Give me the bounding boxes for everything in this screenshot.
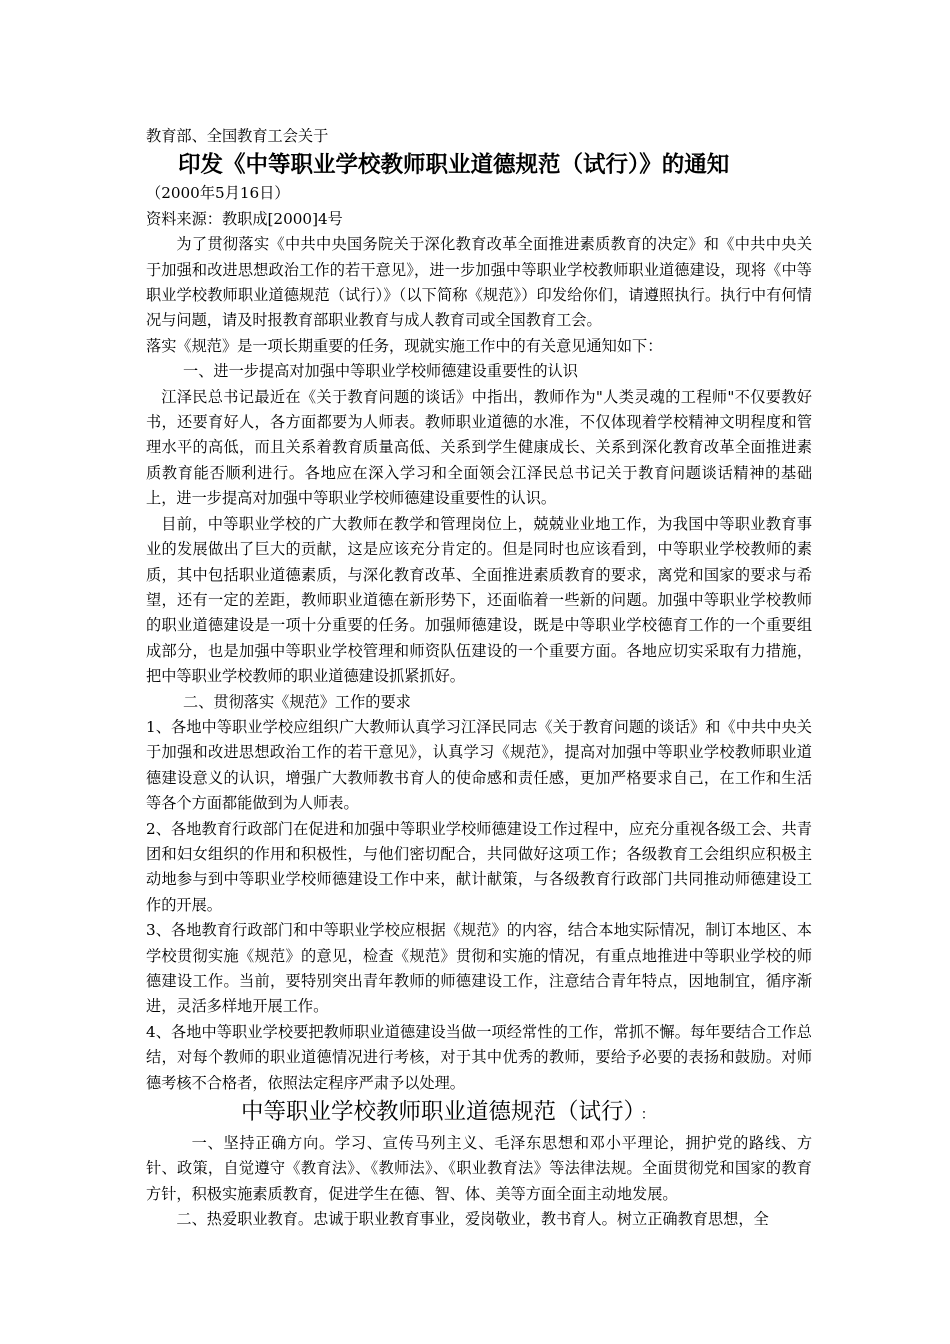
document-source: 资料来源：教职成[2000]4号	[146, 209, 343, 228]
spec-paragraph-2: 二、热爱职业教育。忠诚于职业教育事业，爱岗敬业，教书育人。树立正确教育思想，全	[176, 1210, 769, 1229]
section-1-paragraph-2: 目前，中等职业学校的广大教师在教学和管理岗位上，兢兢业业地工作，为我国中等职业教育事业的发展做出了巨大的贡献，这是应该充分肯定的。但是同时也应该看到，中等职业学校教师的素质，其中包括职业道德素质，与深化教育改革、全面推进素质教育的要求，离党和国家的要求与希望，还有一定的差距，教师职业道德在新形势下，还面临着一些新的问题。加强中等职业学校教师的职业道德建设是一项十分重要的任务。加强师德建设，既是中等职业学校德育工作的一个重要组成部分，也是加强中等职业学校管理和师资队伍建设的一个重要方面。各地应切实采取有力措施，把中等职业学校教师的职业道德建设抓紧抓好。	[146, 514, 812, 686]
spec-title-mark: ：	[640, 1107, 655, 1124]
issuer-line: 教育部、全国教育工会关于	[146, 127, 329, 145]
intro-paragraph-2: 落实《规范》是一项长期重要的任务，现就实施工作中的有关意见通知如下：	[146, 336, 663, 355]
document-page	[146, 124, 812, 1233]
requirement-item-1: 1、各地中等职业学校应组织广大教师认真学习江泽民同志《关于教育问题的谈话》和《中共中央关于加强和改进思想政治工作的若干意见》，认真学习《规范》，提高对加强中等职业学校教师职业道德建设意义的认识，增强广大教师教书育人的使命感和责任感，更加严格要求自己，在工作和生活等各个方面都能做到为人师表。	[146, 717, 812, 813]
document-date: （2000年5月16日）	[146, 184, 290, 203]
section-1-heading: 一、进一步提高对加强中等职业学校师德建设重要性的认识	[183, 362, 578, 381]
spec-paragraph-1: 一、坚持正确方向。学习、宣传马列主义、毛泽东思想和邓小平理论，拥护党的路线、方针、政策，自觉遵守《教育法》、《教师法》、《职业教育法》等法律法规。全面贯彻党和国家的教育方针，积极实施素质教育，促进学生在德、智、体、美等方面全面主动地发展。	[146, 1134, 812, 1203]
requirement-item-4: 4、各地中等职业学校要把教师职业道德建设当做一项经常性的工作，常抓不懈。每年要结合工作总结，对每个教师的职业道德情况进行考核，对于其中优秀的教师，要给予必要的表扬和鼓励。对师德考核不合格者，依照法定程序严肃予以处理。	[146, 1022, 812, 1092]
spec-title-text: 中等职业学校教师职业道德规范（试行）	[241, 1099, 635, 1126]
requirement-item-3: 3、各地教育行政部门和中等职业学校应根据《规范》的内容，结合本地实际情况，制订本地区、本学校贯彻实施《规范》的意见，检查《规范》贯彻和实施的情况，有重点地推进中等职业学校的师德建设工作。当前，要特别突出青年教师的师德建设工作，注意结合青年特点，因地制宜，循序渐进，灵活多样地开展工作。	[146, 921, 812, 1016]
section-2-heading: 二、贯彻落实《规范》工作的要求	[183, 692, 411, 711]
document-title: 印发《中等职业学校教师职业道德规范（试行）》的通知	[178, 152, 730, 179]
requirement-item-2: 2、各地教育行政部门在促进和加强中等职业学校师德建设工作过程中，应充分重视各级工会、共青团和妇女组织的作用和积极性，与他们密切配合，共同做好这项工作；各级教育工会组织应积极主动地参与到中等职业学校师德建设工作中来，献计献策，与各级教育行政部门共同推动师德建设工作的开展。	[146, 819, 812, 914]
spec-title	[146, 1096, 812, 1131]
section-1-paragraph-1: 江泽民总书记最近在《关于教育问题的谈话》中指出，教师作为"人类灵魂的工程师"不仅要教好书，还要育好人，各方面都要为人师表。教师职业道德的水准，不仅体现着学校精神文明程度和管理水平的高低，而且关系着教育质量高低、关系到学生健康成长、关系到深化教育改革全面推进素质教育能否顺利进行。各地应在深入学习和全面领会江泽民总书记关于教育问题谈话精神的基础上，进一步提高对加强中等职业学校师德建设重要性的认识。	[146, 387, 812, 508]
intro-paragraph: 为了贯彻落实《中共中央国务院关于深化教育改革全面推进素质教育的决定》和《中共中央关于加强和改进思想政治工作的若干意见》，进一步加强中等职业学校教师职业道德建设，现将《中等职业学校教师职业道德规范（试行）》（以下简称《规范》）印发给你们，请遵照执行。执行中有何情况与问题，请及时报教育部职业教育与成人教育司或全国教育工会。	[146, 235, 812, 330]
